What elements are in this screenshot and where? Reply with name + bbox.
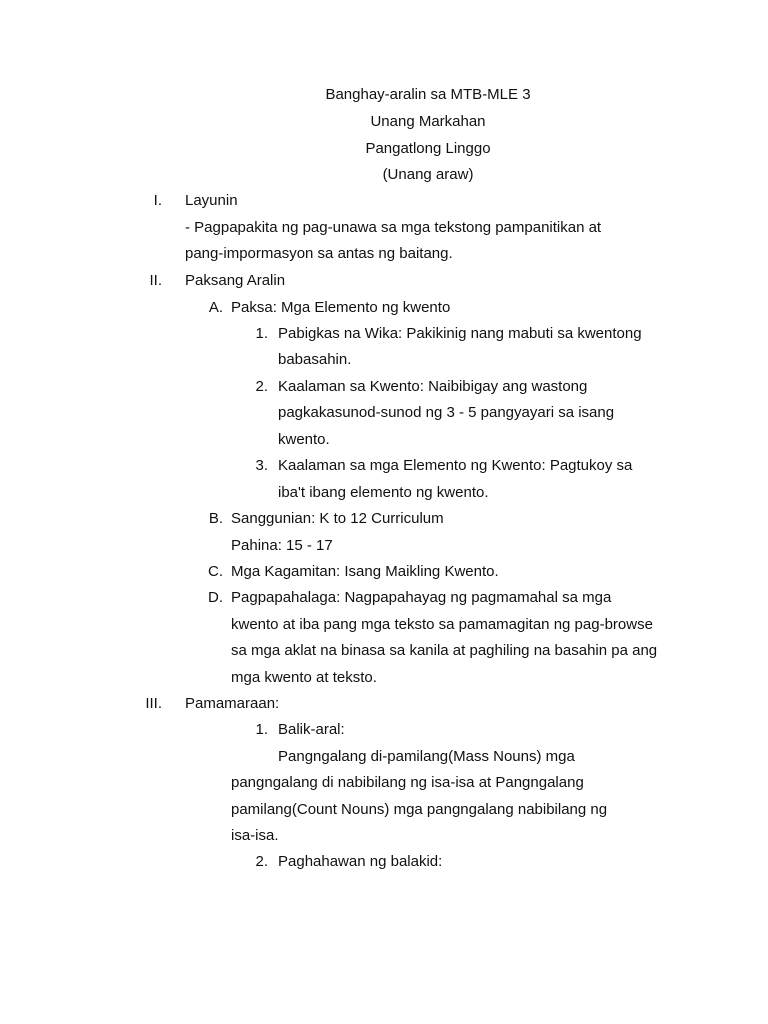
subsection-a-text: Paksa: Mga Elemento ng kwento: [231, 299, 451, 316]
subsection-c-text: Mga Kagamitan: Isang Maikling Kwento.: [231, 563, 499, 580]
subsection-b-marker: B.: [208, 510, 223, 527]
list-item-marker: 3.: [255, 457, 268, 474]
list-item-text: Balik-aral:: [278, 721, 345, 738]
list-item-text: Kaalaman sa mga Elemento ng Kwento: Pagtukoy sa: [278, 457, 633, 474]
section-2-numeral: II.: [149, 272, 162, 289]
paragraph-text: pangngalang di nabibilang ng isa-isa at Pangngalang: [231, 774, 584, 791]
list-item-text: Paghahawan ng balakid:: [278, 853, 443, 870]
subsection-b-text: Sanggunian: K to 12 Curriculum: [231, 510, 444, 527]
paragraph-text: pamilang(Count Nouns) mga pangngalang nabibilang ng: [231, 801, 608, 818]
list-item-text: iba't ibang elemento ng kwento.: [278, 484, 489, 501]
list-item-text: babasahin.: [278, 351, 352, 368]
subsection-c-marker: C.: [208, 563, 223, 580]
week-subtitle: Pangatlong Linggo: [365, 140, 491, 157]
day-subtitle: (Unang araw): [382, 166, 474, 183]
list-item-marker: 2.: [255, 378, 268, 395]
list-item-marker: 1.: [255, 325, 268, 342]
list-item-text: Kaalaman sa Kwento: Naibibigay ang wastong: [278, 378, 588, 395]
section-1-text: pang-impormasyon sa antas ng baitang.: [185, 245, 453, 262]
subsection-b-text: Pahina: 15 - 17: [231, 537, 333, 554]
paragraph-text: isa-isa.: [231, 827, 279, 844]
list-item-marker: 1.: [255, 721, 268, 738]
section-1-heading: Layunin: [185, 192, 238, 209]
subsection-d-text: kwento at iba pang mga teksto sa pamamagitan ng pag-browse: [231, 616, 653, 633]
subsection-d-text: sa mga aklat na binasa sa kanila at paghiling na basahin pa ang: [231, 642, 658, 659]
list-item-text: pagkakasunod-sunod ng 3 - 5 pangyayari sa isang: [278, 404, 615, 421]
subsection-d-text: mga kwento at teksto.: [231, 669, 377, 686]
list-item-text: Pabigkas na Wika: Pakikinig nang mabuti sa kwentong: [278, 325, 642, 342]
quarter-subtitle: Unang Markahan: [370, 113, 486, 130]
section-3-heading: Pamamaraan:: [185, 695, 280, 712]
subsection-d-marker: D.: [208, 589, 223, 606]
document-title: Banghay-aralin sa MTB-MLE 3: [325, 86, 531, 103]
section-1-numeral: I.: [153, 192, 162, 209]
section-3-numeral: III.: [145, 695, 162, 712]
paragraph-text: Pangngalang di-pamilang(Mass Nouns) mga: [278, 748, 575, 765]
section-2-heading: Paksang Aralin: [185, 272, 286, 289]
section-1-text: - Pagpapakita ng pag-unawa sa mga tekstong pampanitikan at: [185, 219, 602, 236]
subsection-d-text: Pagpapahalaga: Nagpapahayag ng pagmamahal sa mga: [231, 589, 612, 606]
subsection-a-marker: A.: [208, 299, 223, 316]
list-item-text: kwento.: [278, 431, 330, 448]
list-item-marker: 2.: [255, 853, 268, 870]
